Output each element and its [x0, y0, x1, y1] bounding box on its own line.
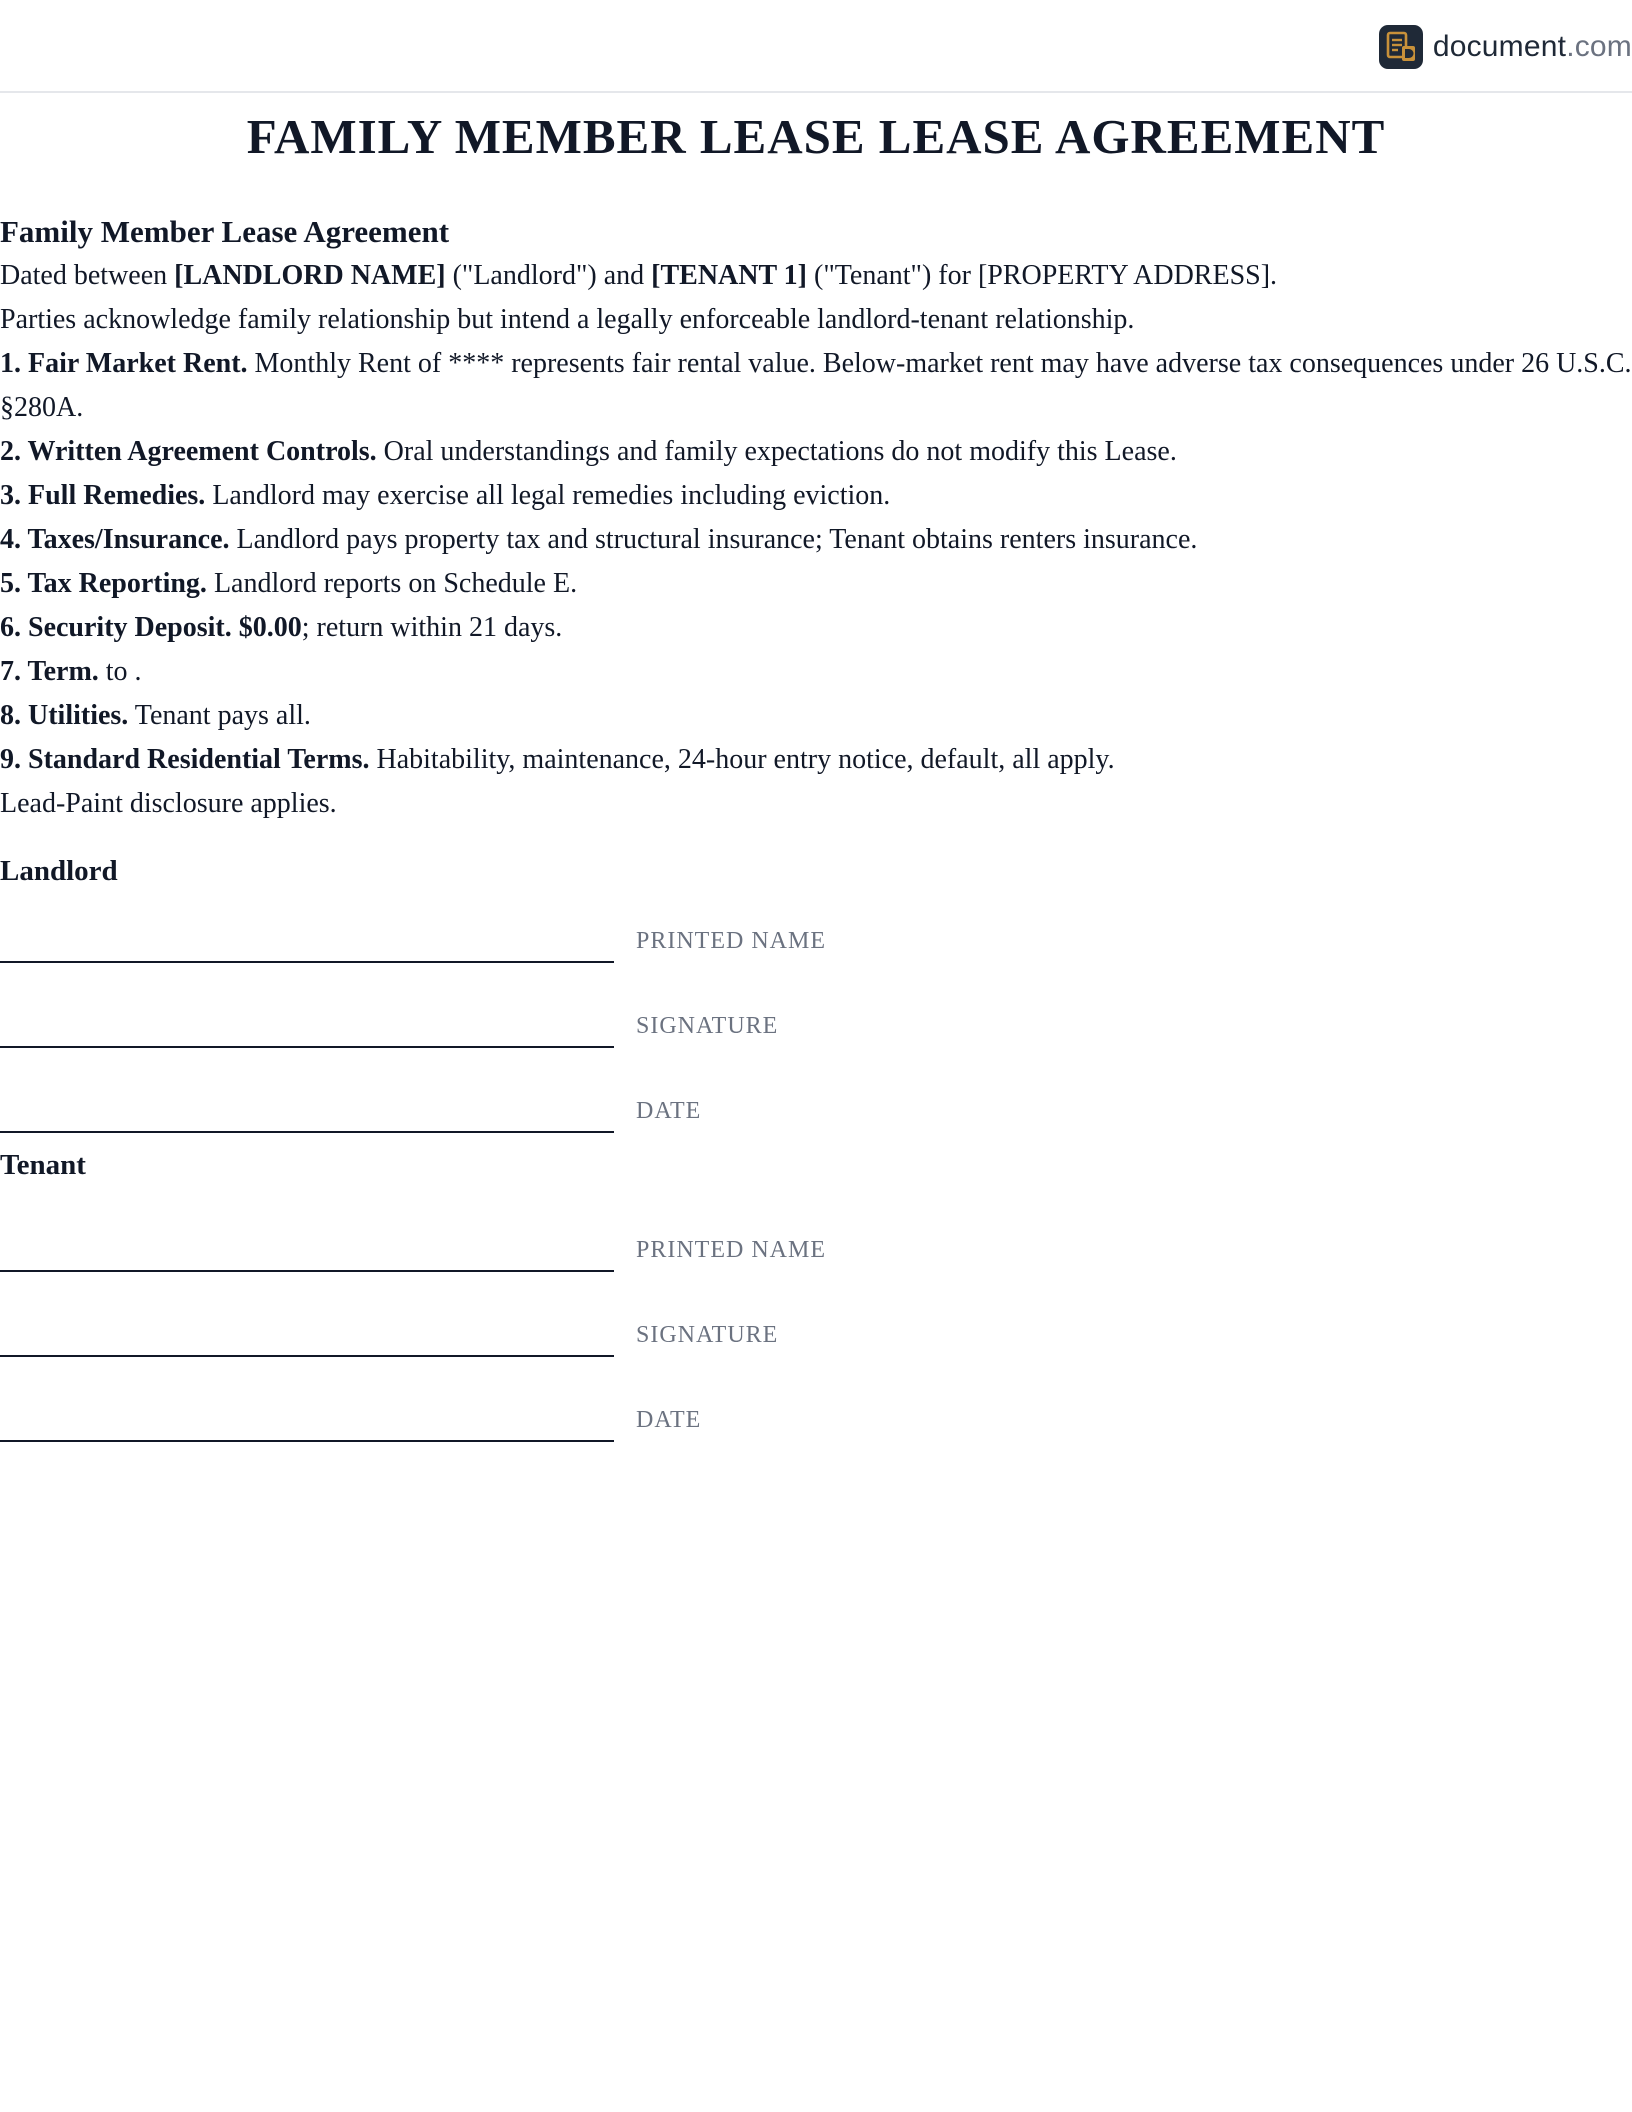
clause-text: Oral understandings and family expectations do not modify this Lease. [376, 436, 1177, 467]
brand-name [1433, 30, 1632, 64]
brand-main: document [1432, 30, 1567, 63]
clause-1 [0, 342, 1632, 430]
landlord-heading: Landlord [0, 855, 118, 887]
lead-paint-disclosure: Lead-Paint disclosure applies. [0, 788, 337, 819]
clause-text: ; return within 21 days. [301, 612, 563, 643]
acknowledgment-paragraph: Parties acknowledge family relationship but intend a legally enforceable landlord-tenant relationship. [0, 304, 1135, 335]
document-body [0, 210, 1632, 1442]
signature-label: SIGNATURE [636, 1013, 779, 1039]
printed-name-label: PRINTED NAME [636, 928, 826, 954]
clause-3 [0, 474, 1632, 518]
clause-heading: 5. Tax Reporting. [0, 568, 207, 599]
tenant-date-row[interactable] [0, 1357, 1632, 1442]
clause-text: Tenant pays all. [128, 700, 311, 731]
clause-heading: 7. Term. [0, 656, 99, 687]
printed-name-label: PRINTED NAME [636, 1237, 826, 1263]
clause-text: Monthly Rent of **** represents fair rental value. Below-market rent may have adverse tax consequences under 26 U.S.C. §280A. [0, 348, 1632, 423]
clause-text: to . [98, 656, 142, 687]
dated-between-paragraph [0, 254, 1632, 298]
date-label: DATE [636, 1407, 702, 1433]
signature-line[interactable] [0, 1440, 614, 1442]
clause-2 [0, 430, 1632, 474]
brand-tld: .com [1566, 30, 1632, 63]
landlord-signature-row[interactable] [0, 963, 1632, 1048]
clause-heading: 1. Fair Market Rent. [0, 348, 248, 379]
clause-text: Habitability, maintenance, 24-hour entry notice, default, all apply. [369, 744, 1115, 775]
landlord-signature-block [0, 851, 1632, 1133]
clause-text: Landlord reports on Schedule E. [206, 568, 578, 599]
dated-pre: Dated between [0, 260, 175, 291]
clause-heading: 8. Utilities. [0, 700, 129, 731]
landlord-printed-name-row[interactable] [0, 891, 1632, 963]
tenant-name-placeholder: [TENANT 1] [651, 260, 807, 291]
dated-post: ("Tenant") for [PROPERTY ADDRESS]. [807, 260, 1278, 291]
signature-label: SIGNATURE [636, 1322, 779, 1348]
document-subtitle: Family Member Lease Agreement [0, 214, 450, 249]
tenant-signature-block [0, 1145, 1632, 1442]
landlord-name-placeholder: [LANDLORD NAME] [174, 260, 446, 291]
clause-heading: 2. Written Agreement Controls. [0, 436, 377, 467]
tenant-signature-row[interactable] [0, 1272, 1632, 1357]
clause-heading: 3. Full Remedies. [0, 480, 206, 511]
signature-line[interactable] [0, 1131, 614, 1133]
document-title: FAMILY MEMBER LEASE LEASE AGREEMENT [246, 109, 1386, 164]
landlord-date-row[interactable] [0, 1048, 1632, 1133]
tenant-printed-name-row[interactable] [0, 1185, 1632, 1272]
dated-mid: ("Landlord") and [445, 260, 652, 291]
clause-heading: 6. Security Deposit. $0.00 [0, 612, 302, 643]
clause-text: Landlord pays property tax and structural insurance; Tenant obtains renters insurance. [229, 524, 1198, 555]
date-label: DATE [636, 1098, 702, 1124]
clause-heading: 9. Standard Residential Terms. [0, 744, 370, 775]
clause-text: Landlord may exercise all legal remedies including eviction. [205, 480, 891, 511]
brand-logo[interactable] [1379, 26, 1632, 68]
clause-5 [0, 562, 1632, 606]
clause-heading: 4. Taxes/Insurance. [0, 524, 230, 555]
clause-8 [0, 694, 1632, 738]
tenant-heading: Tenant [0, 1149, 86, 1181]
clause-9 [0, 738, 1632, 782]
document-logo-icon [1379, 25, 1423, 69]
top-bar [0, 0, 1632, 93]
clause-6 [0, 606, 1632, 650]
clause-7 [0, 650, 1632, 694]
clause-4 [0, 518, 1632, 562]
